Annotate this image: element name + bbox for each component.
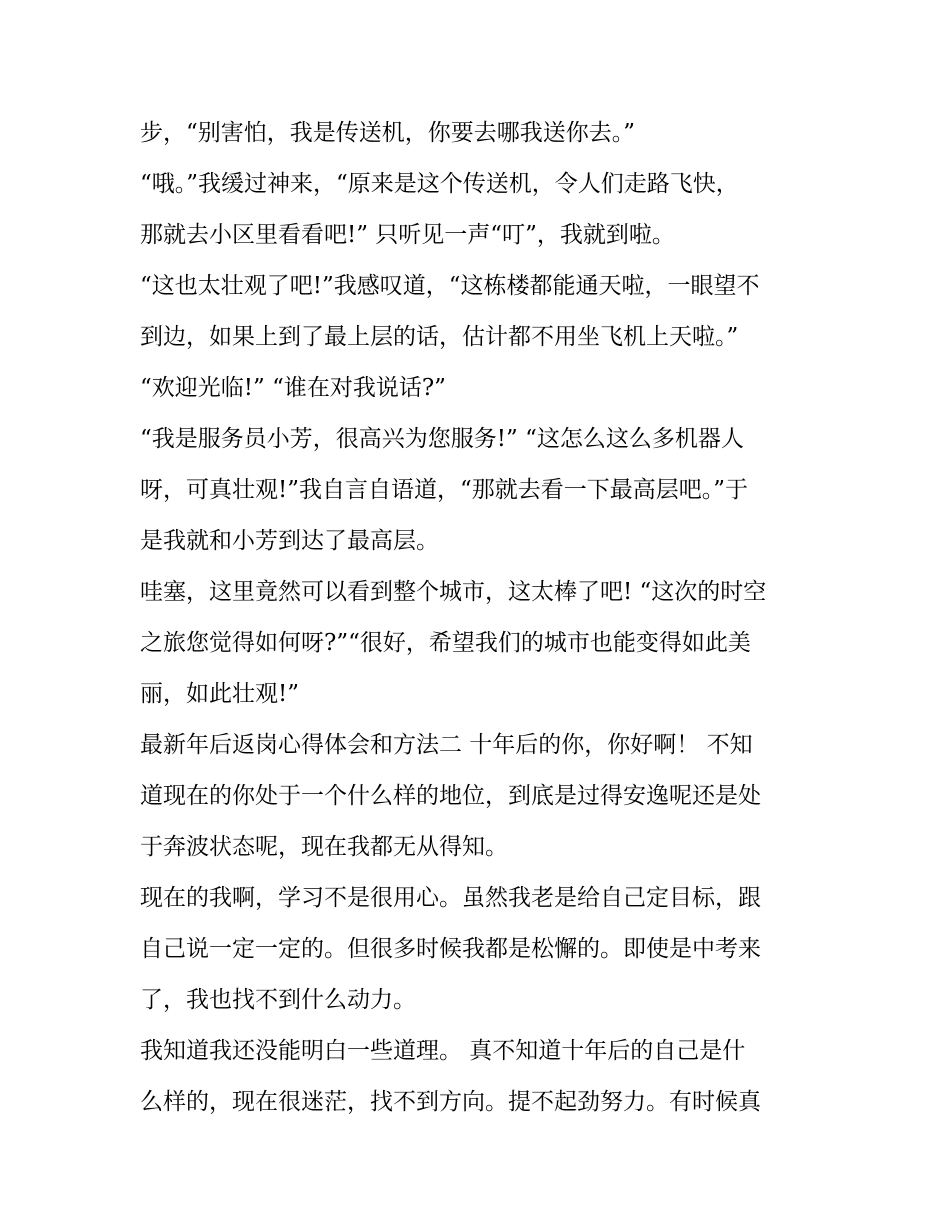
text-line: 现在的我啊，学习不是很用心。虽然我老是给自己定目标，跟 xyxy=(140,885,761,911)
text-line: 于奔波状态呢，现在我都无从得知。 xyxy=(140,834,508,860)
text-line: 之旅您觉得如何呀?”“很好，希望我们的城市也能变得如此美 xyxy=(140,630,751,656)
text-line: 自己说一定一定的。但很多时候我都是松懈的。即使是中考来 xyxy=(140,936,761,962)
text-line: 最新年后返岗心得体会和方法二 十年后的你，你好啊！ 不知 xyxy=(140,732,753,758)
text-line: 呀，可真壮观!”我自言自语道，“那就去看一下最高层吧。”于 xyxy=(140,477,749,503)
document-page xyxy=(140,108,820,1128)
text-line: “这也太壮观了吧!”我感叹道，“这栋楼都能通天啦，一眼望不 xyxy=(140,273,760,299)
text-line: 是我就和小芳到达了最高层。 xyxy=(140,528,439,554)
text-line: 那就去小区里看看吧!” 只听见一声“叮”，我就到啦。 xyxy=(140,222,675,248)
text-line: 步，“别害怕，我是传送机，你要去哪我送你去。” xyxy=(140,120,636,146)
text-line: “我是服务员小芳，很高兴为您服务!” “这怎么这么多机器人 xyxy=(140,426,744,452)
text-line: “欢迎光临!” “谁在对我说话?” xyxy=(140,375,446,401)
text-line: 丽，如此壮观!” xyxy=(140,681,300,707)
text-line: 我知道我还没能明白一些道理。 真不知道十年后的自己是什 xyxy=(140,1038,746,1064)
text-line: 么样的，现在很迷茫，找不到方向。提不起劲努力。有时候真 xyxy=(140,1089,761,1115)
text-line: 到边，如果上到了最上层的话，估计都不用坐飞机上天啦。” xyxy=(140,324,739,350)
text-line: “哦。”我缓过神来，“原来是这个传送机，令人们走路飞快， xyxy=(140,171,739,197)
text-line: 道现在的你处于一个什么样的地位，到底是过得安逸呢还是处 xyxy=(140,783,761,809)
text-line: 了，我也找不到什么动力。 xyxy=(140,987,416,1013)
text-line: 哇塞，这里竟然可以看到整个城市，这太棒了吧! “这次的时空 xyxy=(140,579,767,605)
